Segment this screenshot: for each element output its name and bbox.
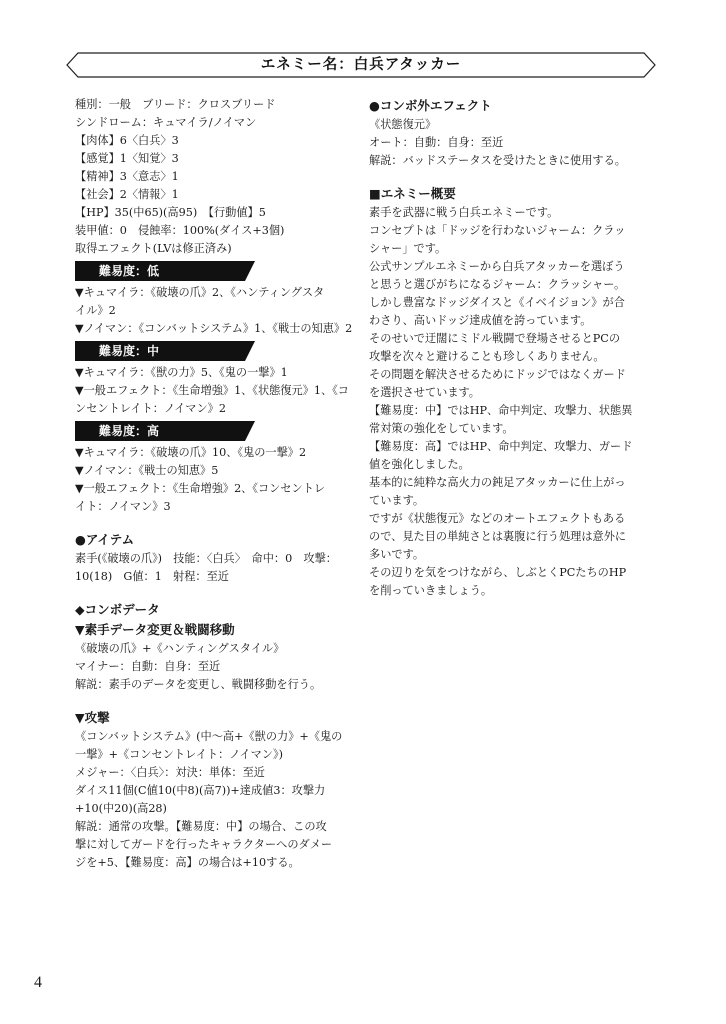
difficulty-high-label: 難易度：高: [99, 424, 160, 438]
overview-line: 攻撃を次々と避けることも珍しくありません。: [369, 350, 605, 363]
effect-line: イル》2: [75, 304, 116, 317]
overview-line: しかし豊富なドッジダイスと《イベイジョン》が合: [369, 296, 625, 309]
overview-line: ですが《状態復元》などのオートエフェクトもある: [369, 512, 626, 525]
overview-line: 【難易度：高】ではHP、命中判定、攻撃力、ガード: [369, 440, 633, 453]
overview-line: ので、見た目の単純さとは裏腹に行う処理は意外に: [369, 530, 627, 543]
overview-line: と思うと選びがちになるジャーム：クラッシャー。: [369, 278, 626, 291]
item-heading: ●アイテム: [75, 532, 135, 547]
move-line: 《破壊の爪》+《ハンティングスタイル》: [75, 642, 285, 655]
item-line: 10(18) G値：1 射程：至近: [75, 570, 229, 583]
move-heading: ▼素手データ変更＆戦闘移動: [75, 622, 235, 637]
page-title: エネミー名：白兵アタッカー: [260, 57, 462, 73]
attack-line: 《コンバットシステム》(中～高+《獣の力》+《鬼の: [75, 730, 343, 743]
overview-line: を削っていきましょう。: [369, 584, 493, 597]
overview-line: 値を強化しました。: [369, 458, 470, 471]
item-line: 素手(《破壊の爪》) 技能：〈白兵〉 命中：0 攻撃：: [75, 552, 337, 565]
difficulty-mid-label: 難易度：中: [99, 344, 160, 358]
overview-line: 【難易度：中】ではHP、命中判定、攻撃力、状態異: [369, 404, 633, 417]
overview-line: シャー」です。: [369, 242, 447, 255]
stat-line: 種別：一般 ブリード：クロスブリード: [75, 98, 276, 111]
attack-line: 一撃》+《コンセントレイト：ノイマン》): [75, 748, 283, 761]
effect-line: ▼ノイマン：《戦士の知恵》5: [75, 464, 219, 477]
combo-heading: ◆コンボデータ: [75, 602, 160, 617]
effect-line: イト：ノイマン》3: [75, 500, 171, 513]
stat-line: シンドローム：キュマイラ/ノイマン: [75, 116, 257, 129]
overview-line: その問題を解決させるためにドッジではなくガード: [369, 368, 626, 381]
stat-line: 【社会】2〈情報〉1: [75, 188, 179, 201]
overview-line: を選択させています。: [369, 386, 480, 399]
difficulty-low-label: 難易度：低: [99, 264, 160, 278]
attack-line: +10(中20)(高28): [75, 802, 167, 815]
extra-line: 《状態復元》: [369, 118, 437, 131]
stats-block: [75, 96, 360, 258]
attack-line: メジャー：〈白兵〉：対決：単体：至近: [75, 766, 265, 779]
overview-line: 基本的に純粋な高火力の鈍足アタッカーに仕上がっ: [369, 476, 626, 489]
overview-line: コンセプトは「ドッジを行わないジャーム：クラッ: [369, 224, 626, 237]
difficulty-low-banner: [75, 261, 255, 281]
stat-line: 【HP】35(中65)(高95) 【行動値】5: [75, 206, 266, 219]
move-line: マイナー：自動：自身：至近: [75, 660, 221, 673]
overview-line: そのせいで迂闊にミドル戦闘で登場させるとPCの: [369, 332, 621, 345]
attack-line: ダイス11個(C値10(中8)(高7))+達成値3：攻撃力: [75, 784, 326, 797]
attack-line: ジを+5、【難易度：高】の場合は+10する。: [75, 856, 300, 869]
overview-line: 常対策の強化をしています。: [369, 422, 514, 435]
overview-line: 多いです。: [369, 548, 425, 561]
stat-line: 取得エフェクト(LVは修正済み): [75, 242, 232, 255]
overview-line: その辺りを気をつけながら、しぶとくPCたちのHP: [369, 566, 627, 579]
stat-line: 装甲値：0 侵蝕率：100%(ダイス+3個): [75, 224, 285, 237]
effect-line: ▼一般エフェクト：《生命増強》1、《状態復元》1、《コ: [75, 384, 349, 397]
overview-line: 公式サンプルエネミーから白兵アタッカーを選ぼう: [369, 260, 625, 273]
attack-line: 撃に対してガードを行ったキャラクターへのダメー: [75, 838, 333, 851]
overview-line: 素手を武器に戦う白兵エネミーです。: [369, 206, 559, 219]
left-column: [75, 96, 360, 872]
stat-line: 【肉体】6〈白兵〉3: [75, 134, 179, 147]
effect-line: ンセントレイト：ノイマン》2: [75, 402, 226, 415]
effect-line: ▼ノイマン：《コンバットシステム》1、《戦士の知恵》2: [75, 322, 353, 335]
extra-line: オート：自動：自身：至近: [369, 136, 504, 149]
effect-line: ▼キュマイラ：《獣の力》5、《鬼の一撃》1: [75, 366, 288, 379]
effect-line: ▼一般エフェクト：《生命増強》2、《コンセントレ: [75, 482, 326, 495]
overview-line: ています。: [369, 494, 425, 507]
stat-line: 【精神】3〈意志〉1: [75, 170, 179, 183]
overview-heading: ■エネミー概要: [369, 186, 456, 201]
attack-heading: ▼攻撃: [75, 710, 110, 725]
difficulty-high-banner: [75, 421, 255, 441]
extra-effect-heading: ●コンボ外エフェクト: [369, 98, 492, 113]
effect-line: ▼キュマイラ：《破壊の爪》2、《ハンティングスタ: [75, 286, 325, 299]
right-column: [369, 96, 652, 600]
difficulty-mid-banner: [75, 341, 255, 361]
effect-line: ▼キュマイラ：《破壊の爪》10、《鬼の一撃》2: [75, 446, 307, 459]
extra-line: 解説：バッドステータスを受けたときに使用する。: [369, 154, 626, 167]
overview-line: わさり、高いドッジ達成値を誇っています。: [369, 314, 592, 327]
stat-line: 【感覚】1〈知覚〉3: [75, 152, 179, 165]
attack-line: 解説：通常の攻撃。【難易度：中】の場合、この攻: [75, 820, 327, 833]
title-banner: [66, 52, 656, 78]
page-number: 4: [34, 974, 42, 991]
move-line: 解説：素手のデータを変更し、戦闘移動を行う。: [75, 678, 322, 691]
